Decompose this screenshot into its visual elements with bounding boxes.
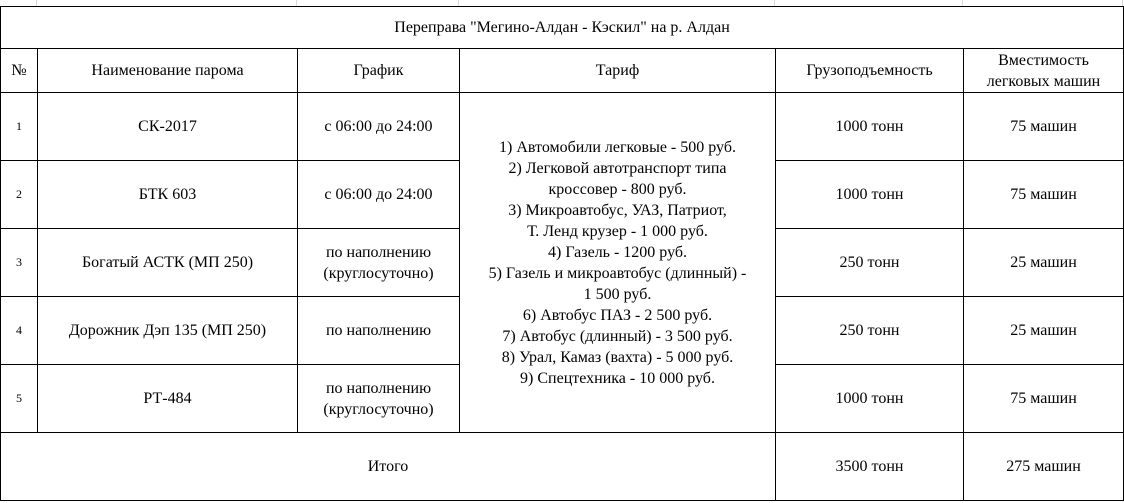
table-row bbox=[1, 93, 1124, 161]
tariff-line: Т. Ленд крузер - 1 000 руб. bbox=[527, 222, 708, 240]
tariff-cell bbox=[460, 93, 776, 433]
ferry-schedule: по наполнению (круглосуточно) bbox=[298, 229, 460, 297]
ferry-cars: 25 машин bbox=[964, 229, 1124, 297]
ferry-name: Богатый АСТК (МП 250) bbox=[38, 229, 298, 297]
total-row bbox=[1, 433, 1124, 501]
tariff-line: 9) Спецтехника - 10 000 руб. bbox=[520, 369, 715, 387]
tariff-line: 1 500 руб. bbox=[583, 285, 652, 303]
tariff-line: 6) Автобус ПАЗ - 2 500 руб. bbox=[522, 306, 713, 324]
header-cars: Вместимость легковых машин bbox=[964, 49, 1124, 93]
row-num: 5 bbox=[1, 365, 38, 433]
ferry-crossing-table bbox=[0, 6, 1124, 501]
ferry-capacity: 1000 тонн bbox=[776, 365, 964, 433]
row-num: 1 bbox=[1, 93, 38, 161]
ferry-cars: 75 машин bbox=[964, 93, 1124, 161]
table-title: Переправа "Мегино-Алдан - Кэскил" на р. Алдан bbox=[1, 7, 1124, 49]
ferry-name: Дорожник Дэп 135 (МП 250) bbox=[38, 297, 298, 365]
header-capacity: Грузоподъемность bbox=[776, 49, 964, 93]
ferry-name: СК-2017 bbox=[38, 93, 298, 161]
ferry-cars: 75 машин bbox=[964, 365, 1124, 433]
tariff-line: 4) Газель - 1200 руб. bbox=[547, 243, 688, 261]
title-row bbox=[1, 7, 1124, 49]
ferry-schedule: с 06:00 до 24:00 bbox=[298, 161, 460, 229]
ferry-schedule: с 06:00 до 24:00 bbox=[298, 93, 460, 161]
tariff-line: 8) Урал, Камаз (вахта) - 5 000 руб. bbox=[501, 348, 734, 366]
tariff-line: 2) Легковой автотранспорт типа bbox=[508, 159, 727, 177]
header-tariff: Тариф bbox=[460, 49, 776, 93]
row-num: 4 bbox=[1, 297, 38, 365]
header-schedule: График bbox=[298, 49, 460, 93]
total-label: Итого bbox=[1, 433, 776, 501]
header-name: Наименование парома bbox=[38, 49, 298, 93]
row-num: 3 bbox=[1, 229, 38, 297]
ferry-capacity: 250 тонн bbox=[776, 229, 964, 297]
ferry-cars: 25 машин bbox=[964, 297, 1124, 365]
tariff-line: 1) Автомобили легковые - 500 руб. bbox=[499, 138, 736, 156]
total-capacity: 3500 тонн bbox=[776, 433, 964, 501]
header-num: № bbox=[1, 49, 38, 93]
ferry-name: БТК 603 bbox=[38, 161, 298, 229]
ferry-name: РТ-484 bbox=[38, 365, 298, 433]
ferry-schedule: по наполнению bbox=[298, 297, 460, 365]
tariff-line: 7) Автобус (длинный) - 3 500 руб. bbox=[502, 327, 733, 345]
total-cars: 275 машин bbox=[964, 433, 1124, 501]
ferry-capacity: 250 тонн bbox=[776, 297, 964, 365]
ferry-cars: 75 машин bbox=[964, 161, 1124, 229]
tariff-line: кроссовер - 800 руб. bbox=[548, 180, 687, 198]
ferry-schedule: по наполнению (круглосуточно) bbox=[298, 365, 460, 433]
ferry-capacity: 1000 тонн bbox=[776, 161, 964, 229]
tariff-line: 3) Микроавтобус, УАЗ, Патриот, bbox=[508, 201, 727, 219]
row-num: 2 bbox=[1, 161, 38, 229]
header-row bbox=[1, 49, 1124, 93]
ferry-capacity: 1000 тонн bbox=[776, 93, 964, 161]
tariff-line: 5) Газель и микроавтобус (длинный) - bbox=[488, 264, 747, 282]
